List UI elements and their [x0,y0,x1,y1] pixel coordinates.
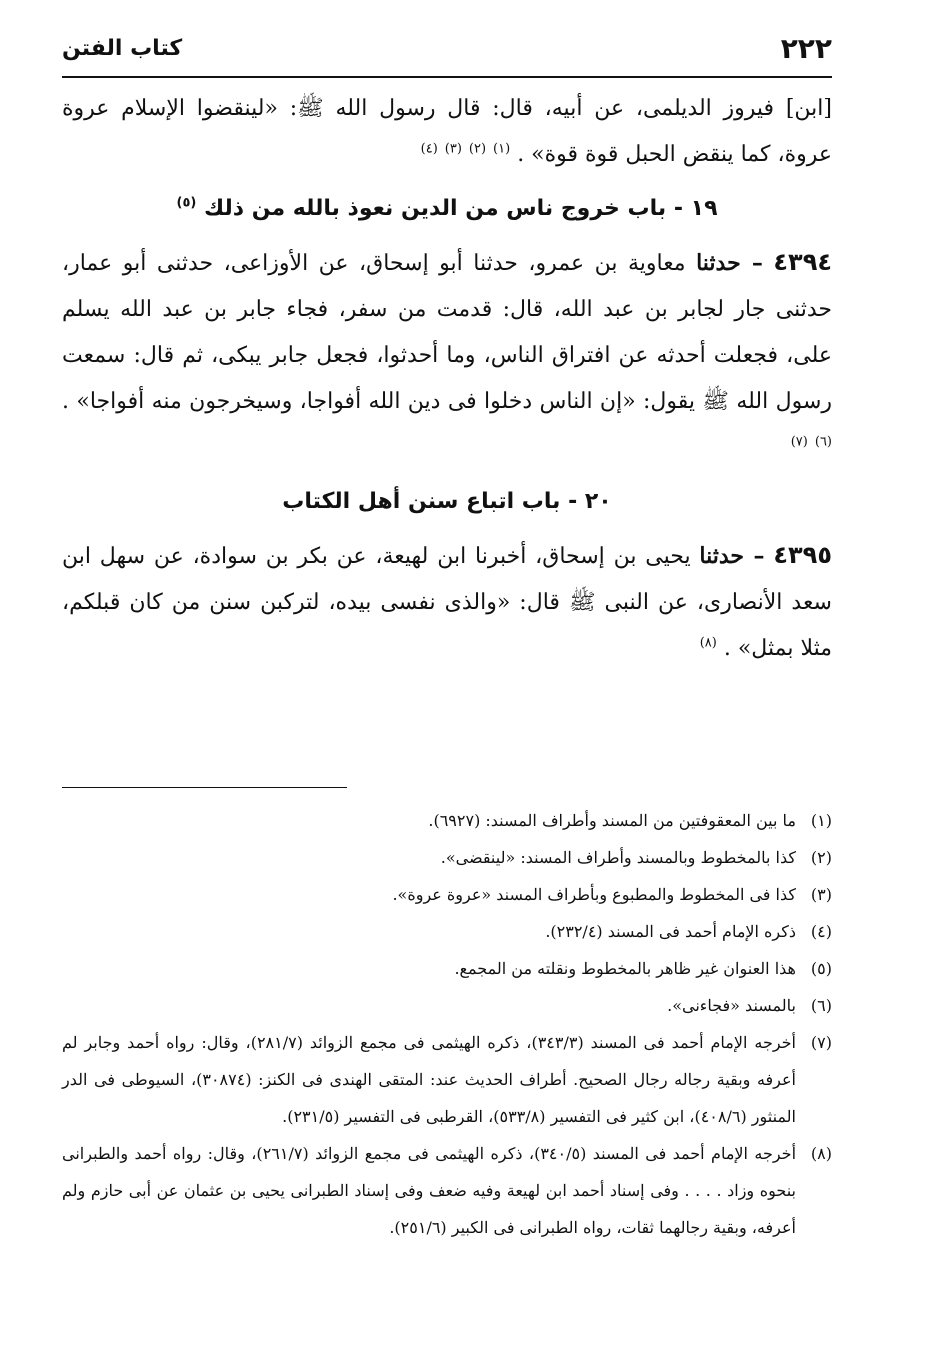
hadith-number: ٤٣٩٥ [773,541,832,569]
hadith-lead-word: حدثنا [699,543,745,569]
footnote-number: (٤) [810,922,832,941]
running-title: كتاب الفتن [62,36,183,61]
footnote [62,913,832,950]
chapter-heading-20 [62,489,832,514]
opening-paragraph [62,86,832,178]
opening-text: [ابن] فيروز الديلمى، عن أبيه، قال: قال رسول الله ﷺ: «لينقضوا الإسلام عروة عروة، كما ينقض الحبل قوة قوة» . [62,96,832,167]
footnotes [62,802,832,1246]
hadith-lead-word: حدثنا [696,250,741,276]
hadith-4394 [62,239,832,471]
footnote-number: (٢) [810,848,832,867]
footnote-text: كذا فى المخطوط والمطبوع وبأطراف المسند «عروة عروة». [392,885,796,904]
footnote [62,1024,832,1135]
page-header [62,30,832,78]
footnote-number: (٨) [810,1144,832,1163]
footnote-ref[interactable]: (٥) [176,195,197,211]
page-number: ٢٢٢ [780,32,832,65]
footnote-ref[interactable]: (٦) [814,434,832,450]
hadith-lead: – حدثنا [699,543,765,569]
footnote [62,876,832,913]
footnote [62,1135,832,1246]
footnote-number: (٧) [810,1033,832,1052]
footnote-separator [62,787,347,788]
book-page [62,30,832,1340]
hadith-text: يحيى بن إسحاق، أخبرنا ابن لهيعة، عن بكر بن سوادة، عن سهل ابن سعد الأنصارى، عن النبى ﷺ قال: «والذى نفسى بيده، لتركبن سنن من كان قبلكم، مثلا بمثل» . [62,544,832,661]
footnote [62,839,832,876]
footnote-ref[interactable]: (٣) [444,141,462,157]
hadith-4395 [62,532,832,672]
hadith-number: ٤٣٩٤ [773,248,832,276]
footnote-ref[interactable]: (٨) [699,635,717,651]
footnote [62,987,832,1024]
chapter-title: ٢٠ - باب اتباع سنن أهل الكتاب [282,489,612,514]
footnote-number: (٦) [810,996,832,1015]
footnote-text: بالمسند «فجاءنى». [667,996,796,1015]
hadith-lead: – حدثنا [696,250,763,276]
footnote-text: هذا العنوان غير ظاهر بالمخطوط ونقلته من المجمع. [454,959,796,978]
footnote [62,802,832,839]
chapter-title: ١٩ - باب خروج ناس من الدين نعوذ بالله من ذلك [204,196,718,221]
footnote-ref[interactable]: (٤) [420,141,438,157]
footnote-number: (٣) [810,885,832,904]
footnote-text: كذا بالمخطوط وبالمسند وأطراف المسند: «لينقضى». [440,848,796,867]
footnote [62,950,832,987]
footnote-text: ما بين المعقوفتين من المسند وأطراف المسند: (٦٩٢٧). [428,811,796,830]
footnote-number: (١) [810,811,832,830]
hadith-text: معاوية بن عمرو، حدثنا أبو إسحاق، عن الأوزاعى، حدثنى أبو عمار، حدثنى جار لجابر بن عبد الله، قال: قدمت من سفر، فجاء جابر بن عبد الله يسلم على، فجعلت أحدثه عن افتراق الناس، وما أحدثوا، فجعل جابر يبكى، ثم قال: سمعت رسول الله ﷺ يقول: «إن الناس دخلوا فى دين الله أفواجا، وسيخرجون منه أفواجا» . [62,251,832,414]
footnote-ref[interactable]: (٢) [468,141,487,157]
footnote-number: (٥) [810,959,832,978]
chapter-heading-19 [62,196,832,221]
footnote-text: أخرجه الإمام أحمد فى المسند (٣٤٣/٣)، ذكره الهيثمى فى مجمع الزوائد (٢٨١/٧)، وقال: رواه أحمد وجابر لم أعرفه وبقية رجاله رجال الصحيح. أطراف الحديث عند: المتقى الهندى فى الكنز: (٣٠٨٧٤)، السيوطى فى الدر المنثور (٤٠٨/٦)، ابن كثير فى التفسير (٥٣٣/٨)، القرطبى فى التفسير (٢٣١/٥). [62,1033,797,1126]
footnote-ref[interactable]: (١) [493,141,511,157]
footnote-text: أخرجه الإمام أحمد فى المسند (٣٤٠/٥)، ذكره الهيثمى فى مجمع الزوائد (٢٦١/٧)، وقال: رواه أحمد والطبرانى بنحوه وزاد . . . . وفى إسناد أحمد ابن لهيعة وفيه ضعف وفى إسناد الطبرانى يحيى بن عثمان عن أبى حازم ولم أعرفه، وبقية رجالهما ثقات، رواه الطبرانى فى الكبير (٢٥١/٦). [62,1144,797,1237]
main-text [62,86,832,672]
footnote-ref[interactable]: (٧) [790,434,808,450]
footnote-text: ذكره الإمام أحمد فى المسند (٢٣٢/٤). [545,922,796,941]
